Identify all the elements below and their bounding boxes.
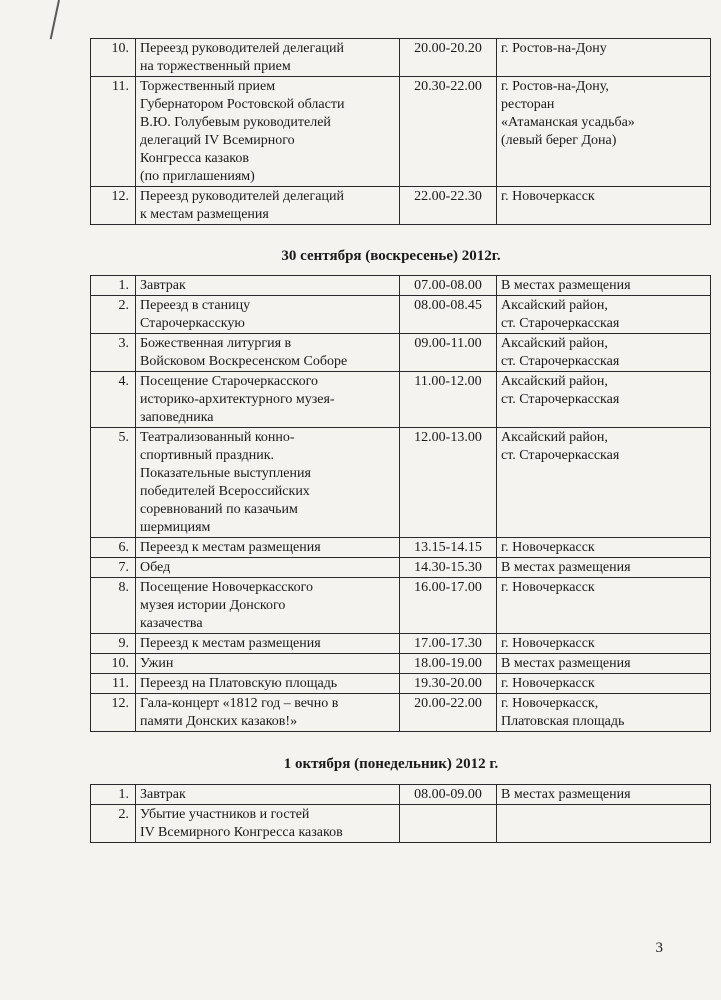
place-text-line: (левый берег Дона): [501, 133, 617, 148]
event-description: [136, 694, 400, 732]
event-place: [497, 785, 711, 805]
event-text-line: на торжественный прием: [140, 59, 291, 74]
event-text-line: Переезд на Платовскую площадь: [140, 676, 338, 691]
place-text-line: Платовская площадь: [501, 714, 625, 729]
event-time: 14.30-15.30: [400, 558, 497, 578]
event-text-line: Губернатором Ростовской области: [140, 97, 345, 112]
event-text-line: Старочеркасскую: [140, 316, 245, 331]
event-description: [136, 276, 400, 296]
place-text-line: г. Ростов-на-Дону: [501, 41, 607, 56]
place-text-line: г. Новочеркасск: [501, 636, 595, 651]
event-description: [136, 334, 400, 372]
event-place: [497, 674, 711, 694]
event-place: [497, 187, 711, 225]
event-description: [136, 578, 400, 634]
event-text-line: (по приглашениям): [140, 169, 255, 184]
event-text-line: историко-архитектурного музея-: [140, 392, 335, 407]
event-text-line: музея истории Донского: [140, 598, 286, 613]
event-time: 13.15-14.15: [400, 538, 497, 558]
table-row: [91, 694, 711, 732]
place-text-line: г. Новочеркасск: [501, 676, 595, 691]
row-number: 3.: [91, 334, 136, 372]
event-place: [497, 428, 711, 538]
event-text-line: Переезд к местам размещения: [140, 636, 321, 651]
table-row: [91, 77, 711, 187]
table-row: [91, 428, 711, 538]
event-time: 17.00-17.30: [400, 634, 497, 654]
place-text-line: Аксайский район,: [501, 430, 608, 445]
place-text-line: ресторан: [501, 97, 555, 112]
event-place: [497, 39, 711, 77]
event-description: [136, 805, 400, 843]
row-number: 2.: [91, 805, 136, 843]
row-number: 7.: [91, 558, 136, 578]
event-text-line: Ужин: [140, 656, 174, 671]
event-time: 09.00-11.00: [400, 334, 497, 372]
schedule-table-sep29: [90, 38, 711, 225]
event-description: [136, 558, 400, 578]
event-text-line: В.Ю. Голубевым руководителей: [140, 115, 331, 130]
event-text-line: Показательные выступления: [140, 466, 311, 481]
row-number: 8.: [91, 578, 136, 634]
schedule-table-oct1: [90, 784, 711, 843]
event-time: 20.30-22.00: [400, 77, 497, 187]
event-text-line: Переезд руководителей делегаций: [140, 41, 344, 56]
schedule-table-sep30: [90, 275, 711, 732]
event-place: [497, 372, 711, 428]
place-text-line: В местах размещения: [501, 560, 631, 575]
event-time: 18.00-19.00: [400, 654, 497, 674]
event-time: [400, 805, 497, 843]
event-time: 08.00-08.45: [400, 296, 497, 334]
event-description: [136, 372, 400, 428]
event-time: 20.00-22.00: [400, 694, 497, 732]
place-text-line: ст. Старочеркасская: [501, 448, 620, 463]
place-text-line: Аксайский район,: [501, 374, 608, 389]
event-text-line: памяти Донских казаков!»: [140, 714, 298, 729]
event-description: [136, 187, 400, 225]
event-text-line: победителей Всероссийских: [140, 484, 310, 499]
place-text-line: ст. Старочеркасская: [501, 392, 620, 407]
section-heading-sep30: 30 сентября (воскресенье) 2012г.: [281, 248, 501, 264]
place-text-line: г. Новочеркасск,: [501, 696, 599, 711]
event-text-line: Завтрак: [140, 787, 186, 802]
event-place: [497, 296, 711, 334]
event-text-line: IV Всемирного Конгресса казаков: [140, 825, 343, 840]
event-place: [497, 558, 711, 578]
event-description: [136, 77, 400, 187]
event-text-line: Божественная литургия в: [140, 336, 292, 351]
place-text-line: г. Новочеркасск: [501, 540, 595, 555]
event-text-line: Переезд в станицу: [140, 298, 251, 313]
row-number: 11.: [91, 77, 136, 187]
event-text-line: шермициям: [140, 520, 211, 535]
event-text-line: Гала-концерт «1812 год – вечно в: [140, 696, 339, 711]
event-text-line: Переезд руководителей делегаций: [140, 189, 344, 204]
row-number: 9.: [91, 634, 136, 654]
row-number: 2.: [91, 296, 136, 334]
event-description: [136, 785, 400, 805]
event-text-line: Завтрак: [140, 278, 186, 293]
place-text-line: г. Новочеркасск: [501, 189, 595, 204]
place-text-line: г. Новочеркасск: [501, 580, 595, 595]
event-text-line: спортивный праздник.: [140, 448, 275, 463]
event-place: [497, 634, 711, 654]
event-text-line: Посещение Старочеркасского: [140, 374, 319, 389]
row-number: 10.: [91, 654, 136, 674]
event-description: [136, 634, 400, 654]
event-text-line: казачества: [140, 616, 203, 631]
event-place: [497, 77, 711, 187]
table-row: [91, 805, 711, 843]
event-description: [136, 654, 400, 674]
event-time: 12.00-13.00: [400, 428, 497, 538]
event-text-line: Торжественный прием: [140, 79, 276, 94]
event-place: [497, 538, 711, 558]
event-text-line: заповедника: [140, 410, 214, 425]
table-row: [91, 674, 711, 694]
row-number: 4.: [91, 372, 136, 428]
event-place: [497, 694, 711, 732]
place-text-line: «Атаманская усадьба»: [501, 115, 635, 130]
event-description: [136, 296, 400, 334]
table-row: [91, 372, 711, 428]
row-number: 5.: [91, 428, 136, 538]
section-heading-oct1: 1 октября (понедельник) 2012 г.: [283, 756, 499, 772]
table-row: [91, 296, 711, 334]
paper-fold-mark: [50, 0, 60, 39]
event-time: 20.00-20.20: [400, 39, 497, 77]
place-text-line: В местах размещения: [501, 278, 631, 293]
event-time: 11.00-12.00: [400, 372, 497, 428]
table-row: [91, 187, 711, 225]
place-text-line: г. Ростов-на-Дону,: [501, 79, 609, 94]
table-row: [91, 276, 711, 296]
row-number: 12.: [91, 187, 136, 225]
place-text-line: В местах размещения: [501, 656, 631, 671]
table-row: [91, 334, 711, 372]
event-text-line: соревнований по казачьим: [140, 502, 298, 517]
table-row: [91, 634, 711, 654]
event-time: 07.00-08.00: [400, 276, 497, 296]
event-place: [497, 578, 711, 634]
event-time: 08.00-09.00: [400, 785, 497, 805]
event-description: [136, 428, 400, 538]
event-text-line: Конгресса казаков: [140, 151, 249, 166]
event-description: [136, 39, 400, 77]
page-number: 3: [655, 940, 663, 956]
event-text-line: Посещение Новочеркасского: [140, 580, 313, 595]
row-number: 1.: [91, 276, 136, 296]
event-text-line: Обед: [140, 560, 171, 575]
event-place: [497, 654, 711, 674]
place-text-line: ст. Старочеркасская: [501, 316, 620, 331]
row-number: 11.: [91, 674, 136, 694]
event-time: 16.00-17.00: [400, 578, 497, 634]
place-text-line: ст. Старочеркасская: [501, 354, 620, 369]
event-text-line: делегаций IV Всемирного: [140, 133, 295, 148]
table-row: [91, 39, 711, 77]
row-number: 10.: [91, 39, 136, 77]
event-text-line: Войсковом Воскресенском Соборе: [140, 354, 348, 369]
event-text-line: Убытие участников и гостей: [140, 807, 310, 822]
event-place: [497, 805, 711, 843]
event-place: [497, 334, 711, 372]
row-number: 12.: [91, 694, 136, 732]
row-number: 1.: [91, 785, 136, 805]
event-text-line: Переезд к местам размещения: [140, 540, 321, 555]
table-row: [91, 654, 711, 674]
table-row: [91, 538, 711, 558]
table-row: [91, 785, 711, 805]
event-description: [136, 538, 400, 558]
event-place: [497, 276, 711, 296]
event-text-line: к местам размещения: [140, 207, 269, 222]
table-row: [91, 558, 711, 578]
row-number: 6.: [91, 538, 136, 558]
event-time: 22.00-22.30: [400, 187, 497, 225]
place-text-line: В местах размещения: [501, 787, 631, 802]
event-text-line: Театрализованный конно-: [140, 430, 295, 445]
event-description: [136, 674, 400, 694]
event-time: 19.30-20.00: [400, 674, 497, 694]
place-text-line: Аксайский район,: [501, 336, 608, 351]
place-text-line: Аксайский район,: [501, 298, 608, 313]
table-row: [91, 578, 711, 634]
